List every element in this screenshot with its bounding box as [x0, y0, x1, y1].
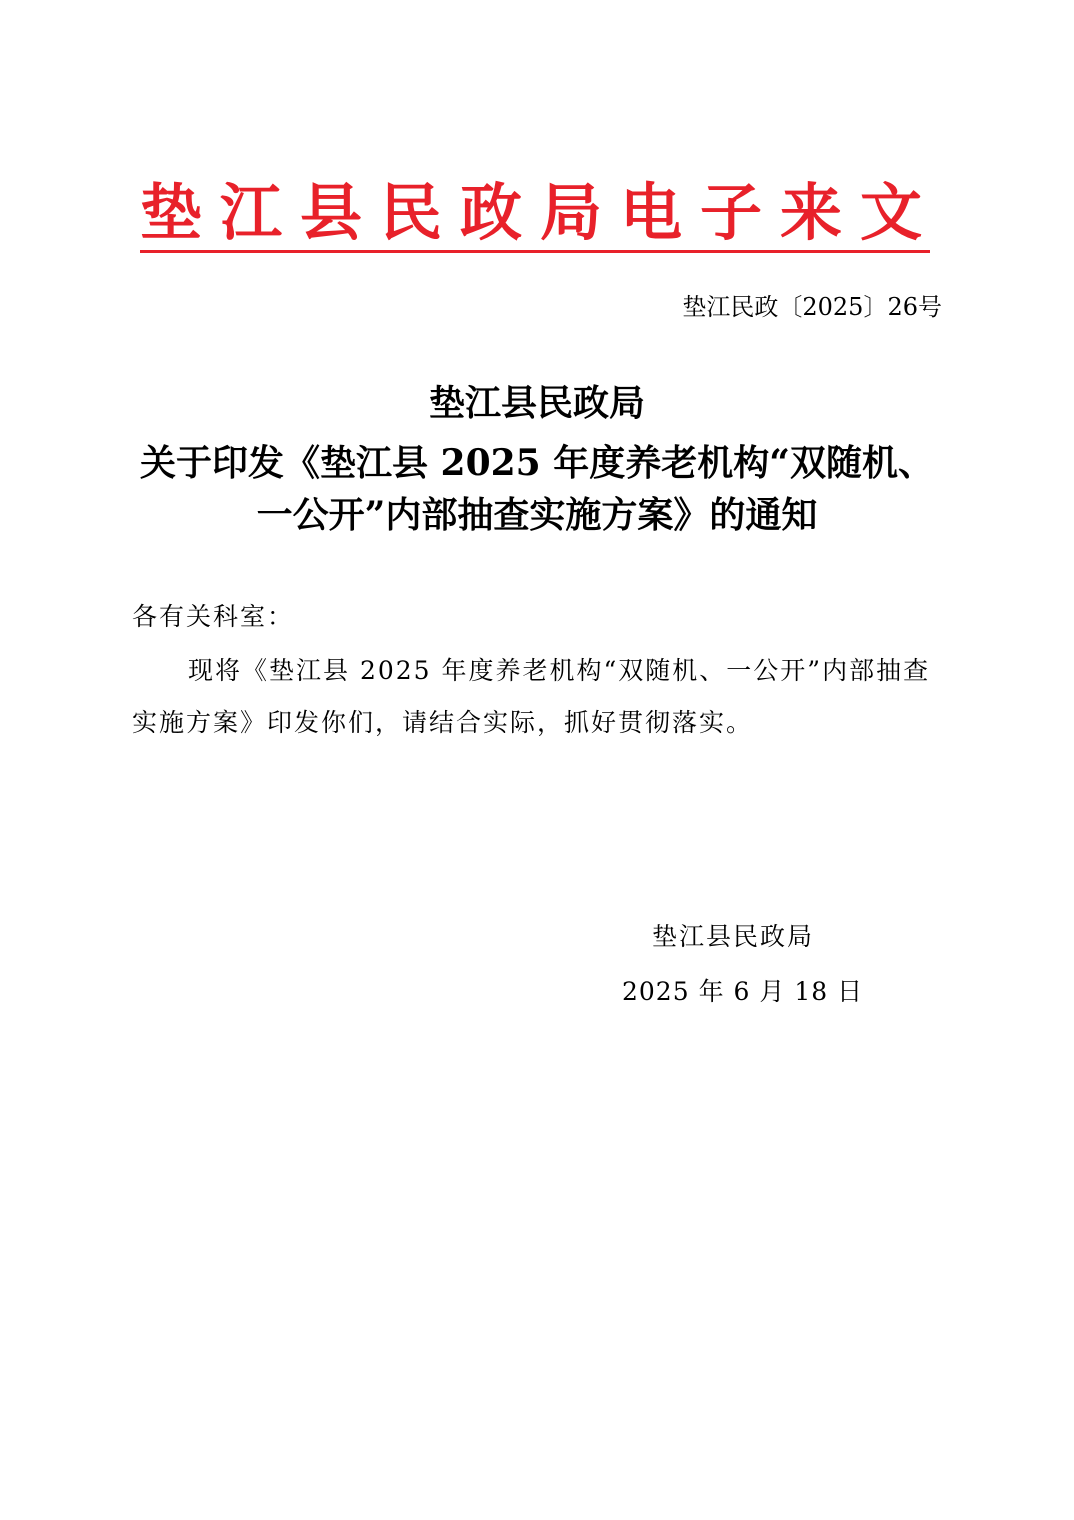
document-title-line-2: 关于印发《垫江县 2025 年度养老机构“双随机、 [140, 442, 934, 484]
salutation: 各有关科室： [132, 602, 295, 631]
red-header-rule [140, 250, 930, 253]
document-number: 垫江民政〔2025〕26号 [682, 293, 942, 321]
document-title-line-1: 垫江县民政局 [428, 382, 645, 424]
body-paragraph-line-1: 现将《垫江县 2025 年度养老机构“双随机、一公开”内部抽查 [188, 656, 931, 685]
document-title-line-3: 一公开”内部抽查实施方案》的通知 [256, 494, 818, 536]
signature-organization: 垫江县民政局 [652, 922, 815, 951]
body-paragraph-line-2: 实施方案》印发你们，请结合实际，抓好贯彻落实。 [132, 708, 754, 737]
red-header-title: 垫江县民政局电子来文 [140, 176, 941, 249]
signature-date: 2025 年 6 月 18 日 [622, 977, 864, 1006]
